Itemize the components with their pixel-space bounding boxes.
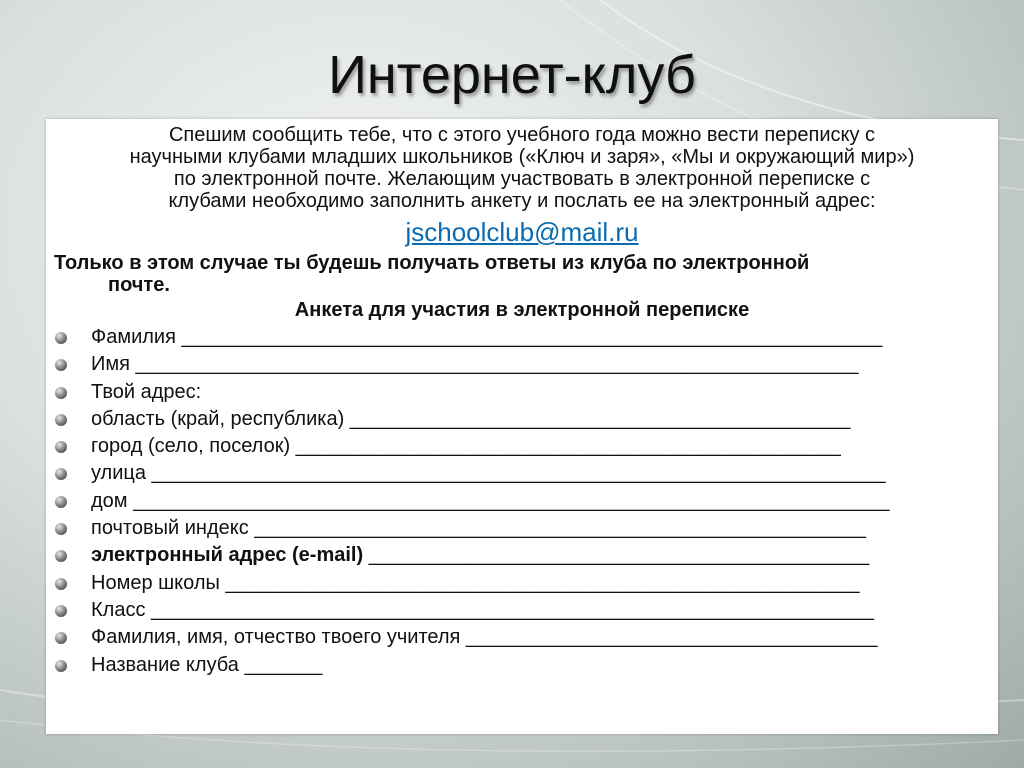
notice-line-1: Только в этом случае ты будешь получать ответы из клуба по электронной <box>54 252 810 274</box>
form-field-list <box>46 324 889 679</box>
field-label: Фамилия <box>91 326 176 348</box>
intro-line: Спешим сообщить тебе, что с этого учебного года можно вести переписку с <box>168 124 876 146</box>
field-blank: _________________________________________________ <box>295 435 841 458</box>
field-blank: _______________________________________________________________ <box>181 326 883 348</box>
field-blank: ____________________________________________________________________ <box>133 489 890 512</box>
field-label: город (село, поселок) <box>91 435 291 458</box>
bullet-icon <box>55 332 67 344</box>
field-city <box>46 433 889 460</box>
intro-line: клубами необходимо заполнить анкету и послать ее на электронный адрес: <box>168 190 876 212</box>
field-blank: _____________________________________ <box>465 626 878 649</box>
field-blank: _________________________________________________________________ <box>135 353 859 376</box>
bullet-icon <box>55 523 67 535</box>
content-panel <box>46 119 998 734</box>
intro-paragraph <box>46 124 998 212</box>
field-blank: _____________________________________________ <box>368 544 870 567</box>
field-blank: _________________________________________________________ <box>225 571 860 594</box>
form-title: Анкета для участия в электронной переписке <box>294 299 750 321</box>
field-street <box>46 460 889 487</box>
bullet-icon <box>55 359 67 371</box>
bullet-icon <box>55 468 67 480</box>
field-blank: _____________________________________________ <box>349 407 851 430</box>
bullet-icon <box>55 550 67 562</box>
bullet-icon <box>55 632 67 644</box>
slide-title: Интернет-клуб <box>328 45 696 105</box>
field-label: Фамилия, имя, отчество твоего учителя <box>91 626 461 649</box>
bullet-icon <box>55 441 67 453</box>
email-link[interactable]: jschoolclub@mail.ru <box>405 217 639 247</box>
field-teacher-name <box>46 624 889 651</box>
notice-line-2: почте. <box>108 274 170 296</box>
field-label: область (край, республика) <box>91 407 345 430</box>
field-class <box>46 597 889 624</box>
field-label: Класс <box>91 598 146 621</box>
field-blank: __________________________________________________________________ <box>151 462 886 485</box>
bullet-icon <box>55 660 67 672</box>
field-blank: _________________________________________________________________ <box>151 598 875 621</box>
field-address <box>46 379 889 406</box>
intro-line: по электронной почте. Желающим участвовать в электронной переписке с <box>173 168 871 190</box>
bullet-icon <box>55 496 67 508</box>
field-house <box>46 488 889 515</box>
field-label: Твой адрес: <box>91 380 202 403</box>
intro-line: научными клубами младших школьников («Ключ и заря», «Мы и окружающий мир») <box>129 146 915 168</box>
field-region <box>46 406 889 433</box>
bullet-icon <box>55 605 67 617</box>
field-blank: _______________________________________________________ <box>254 517 867 540</box>
notice-text <box>54 252 954 296</box>
field-label: Название клуба <box>91 653 239 676</box>
field-blank: _______ <box>244 653 323 676</box>
field-label: дом <box>91 489 128 512</box>
field-club-name <box>46 652 889 679</box>
bullet-icon <box>55 387 67 399</box>
field-label: улица <box>91 462 146 485</box>
field-school-number <box>46 570 889 597</box>
field-name <box>46 351 889 378</box>
field-email <box>46 542 889 569</box>
field-postcode <box>46 515 889 542</box>
field-surname <box>46 324 889 351</box>
field-label: Номер школы <box>91 571 220 594</box>
bullet-icon <box>55 578 67 590</box>
field-label: электронный адрес (e-mail) <box>91 544 364 567</box>
bullet-icon <box>55 414 67 426</box>
field-label: Имя <box>91 353 130 376</box>
field-label: почтовый индекс <box>91 517 249 540</box>
